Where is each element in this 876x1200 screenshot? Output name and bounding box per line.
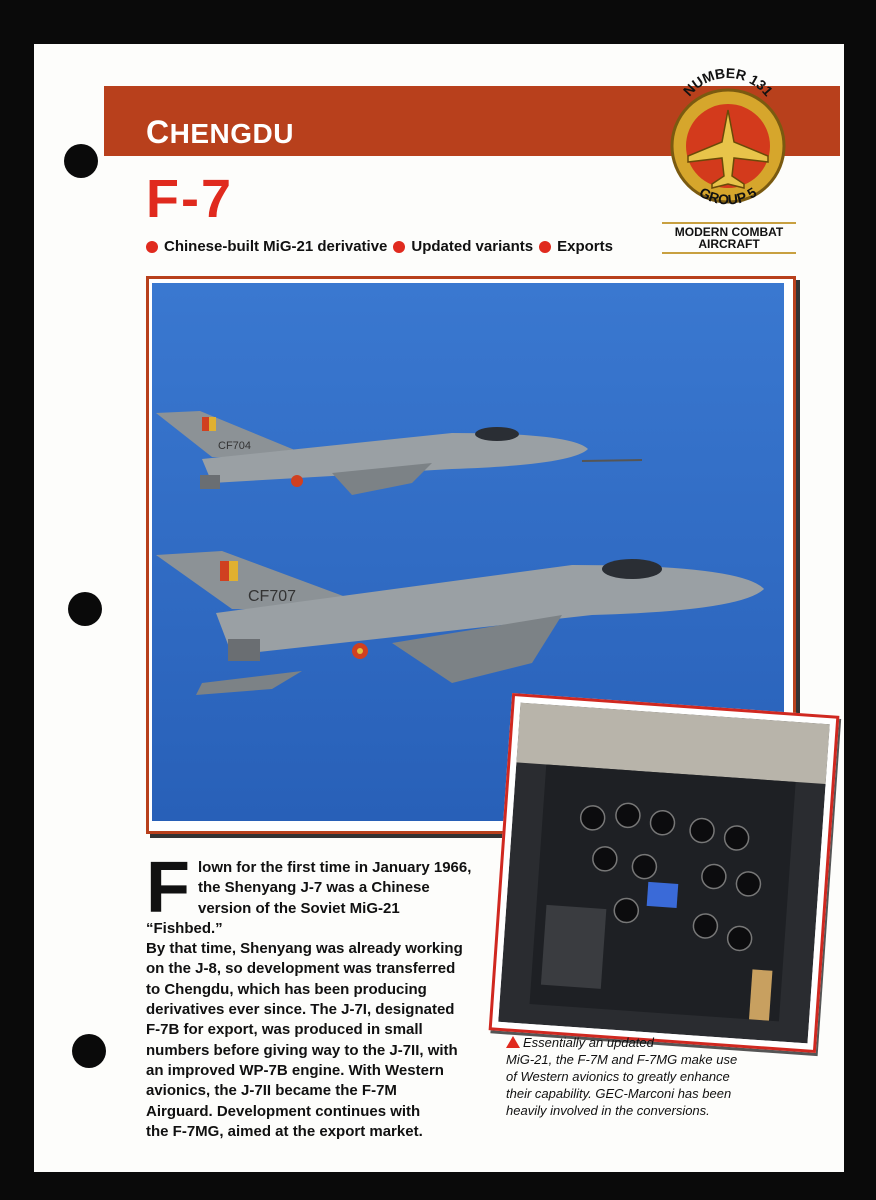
tag-item: Chinese-built MiG-21 derivative (164, 238, 388, 255)
badge-number: NUMBER 131 (679, 64, 777, 100)
series-badge (658, 64, 798, 214)
binder-hole (68, 592, 102, 626)
bullet-icon (539, 241, 551, 253)
feature-tags (146, 238, 613, 255)
bullet-icon (393, 241, 405, 253)
series-label: MODERN COMBAT AIRCRAFT (662, 222, 796, 254)
cockpit-photo-frame (489, 693, 840, 1053)
triangle-up-icon (506, 1036, 520, 1048)
cockpit-photo (498, 703, 830, 1044)
binder-hole (64, 144, 98, 178)
article-body: F lown for the first time in January 1966, the Shenyang J-7 was a Chinese version of the Soviet MiG-21 “Fishbed.” By that time, Shenyang was already working on the J-8, so development was transferred to Chengdu, which has been producing derivatives ever since. The J-7I, designated F-7B for export, was produced in small numbers before giving way to the J-7II, with an improved WP-7B engine. With Western avionics, the J-7II became the F-7M Airguard. Development continues with the F-7MG, aimed at the export market. (146, 848, 472, 1140)
aircraft-model: F-7 (146, 169, 233, 229)
cockpit-caption: Essentially an updated MiG-21, the F-7M and F-7MG make use of Western avionics to greatly enhance their capability. GEC-Marconi has been heavily involved in the conversions. (506, 1035, 738, 1118)
tag-item: Exports (557, 238, 613, 255)
jet-serial: CF707 (248, 588, 297, 605)
tag-item: Updated variants (411, 238, 534, 255)
jet-serial: CF704 (218, 440, 252, 452)
badge-group: GROUP 5 (696, 183, 760, 208)
bullet-icon (146, 241, 158, 253)
drop-cap: F (146, 848, 190, 928)
manufacturer-name: CHENGDU (146, 114, 294, 150)
binder-hole (72, 1034, 106, 1068)
